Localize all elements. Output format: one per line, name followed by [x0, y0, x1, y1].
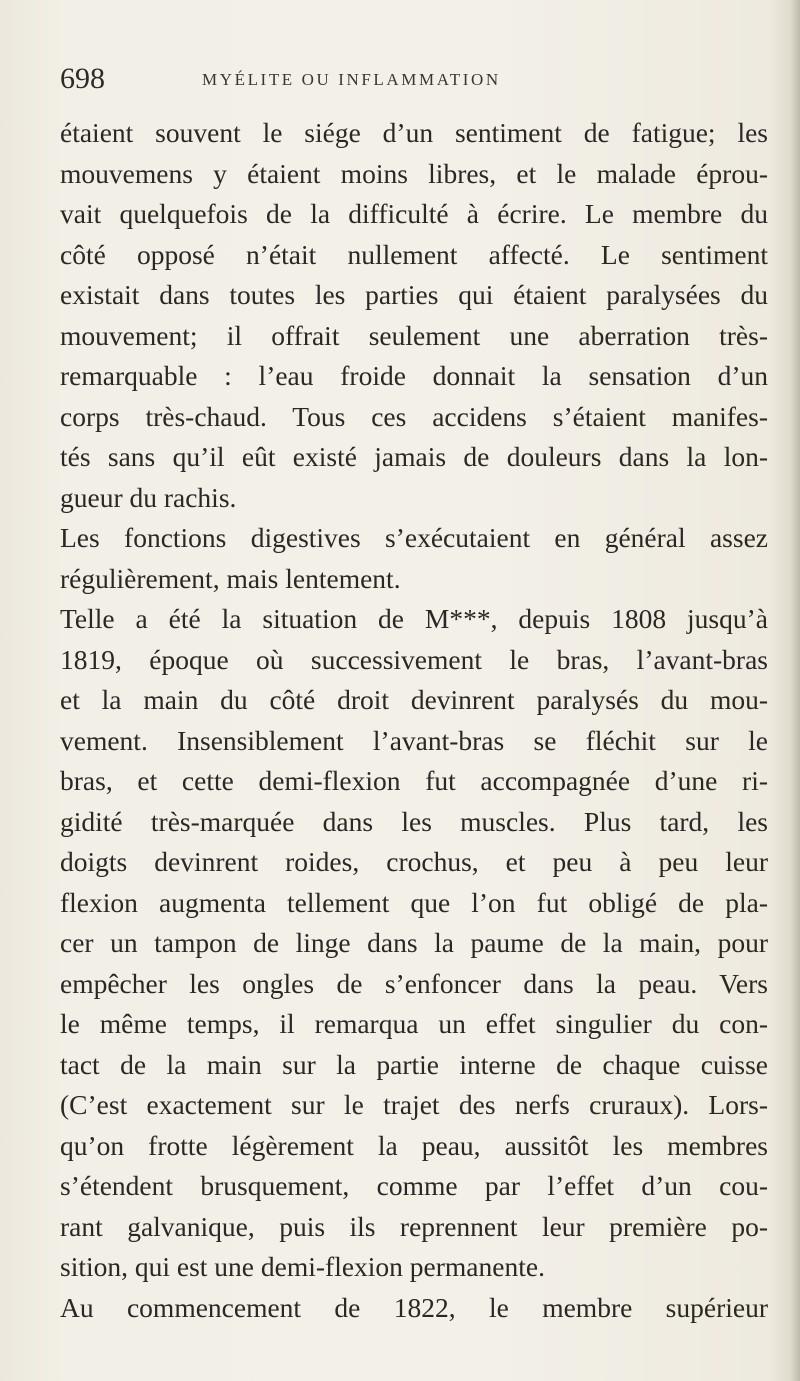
text-line: corps très-chaud. Tous ces accidens s’étaient manifes- [60, 400, 768, 432]
paragraph-start-line: Les fonctions digestives s’exécutaient en général assez [60, 522, 768, 553]
text-line: cer un tampon de linge dans la paume de la main, pour [60, 927, 768, 958]
paragraph-start-line: Telle a été la situation de M***, depuis 1808 jusqu’à [60, 603, 768, 634]
text-line: vait quelquefois de la difficulté à écrire. Le membre du [60, 198, 768, 229]
text-line: mouvemens y étaient moins libres, et le malade éprou- [60, 157, 768, 189]
text-line: sition, qui est une demi-flexion permanente. [60, 1251, 545, 1282]
paragraph-start-line: Au commencement de 1822, le membre supérieur [60, 1291, 768, 1323]
text-line: tact de la main sur la partie interne de chaque cuisse [60, 1048, 768, 1080]
text-line: existait dans toutes les parties qui étaient paralysées du [60, 279, 768, 310]
text-line: qu’on frotte légèrement la peau, aussitôt les membres [60, 1129, 768, 1161]
text-line: vement. Insensiblement l’avant-bras se fléchit sur le [60, 724, 768, 756]
text-line: bras, et cette demi-flexion fut accompagnée d’une ri- [60, 765, 768, 796]
text-line: régulièrement, mais lentement. [60, 562, 401, 594]
text-line: remarquable : l’eau froide donnait la sensation d’un [60, 360, 768, 391]
page-edge-shadow [790, 0, 800, 1381]
text-line: s’étendent brusquement, comme par l’effet d’un cou- [60, 1170, 768, 1201]
text-line: tés sans qu’il eût existé jamais de douleurs dans la lon- [60, 441, 768, 472]
running-title: MYÉLITE OU INFLAMMATION [202, 70, 501, 89]
text-line: mouvement; il offrait seulement une aberration très- [60, 319, 768, 351]
text-line: le même temps, il remarqua un effet singulier du con- [60, 1008, 768, 1039]
text-line: côté opposé n’était nullement affecté. Le sentiment [60, 238, 768, 270]
text-line: rant galvanique, puis ils reprennent leur première po- [60, 1210, 768, 1242]
text-line: gidité très-marquée dans les muscles. Plus tard, les [60, 805, 768, 837]
text-line: gueur du rachis. [60, 481, 237, 513]
text-line: (C’est exactement sur le trajet des nerfs cruraux). Lors- [60, 1089, 768, 1120]
text-line: et la main du côté droit devinrent paralysés du mou- [60, 684, 768, 715]
text-line: empêcher les ongles de s’enfoncer dans la peau. Vers [60, 967, 768, 999]
page-number: 698 [60, 62, 105, 95]
text-line: étaient souvent le siége d’un sentiment de fatigue; les [60, 117, 768, 148]
text-line: doigts devinrent roides, crochus, et peu à peu leur [60, 846, 768, 877]
text-line: 1819, époque où successivement le bras, l’avant-bras [60, 643, 768, 675]
body-text [60, 113, 768, 1328]
text-line: flexion augmenta tellement que l’on fut obligé de pla- [60, 886, 768, 918]
page-header [60, 62, 760, 96]
